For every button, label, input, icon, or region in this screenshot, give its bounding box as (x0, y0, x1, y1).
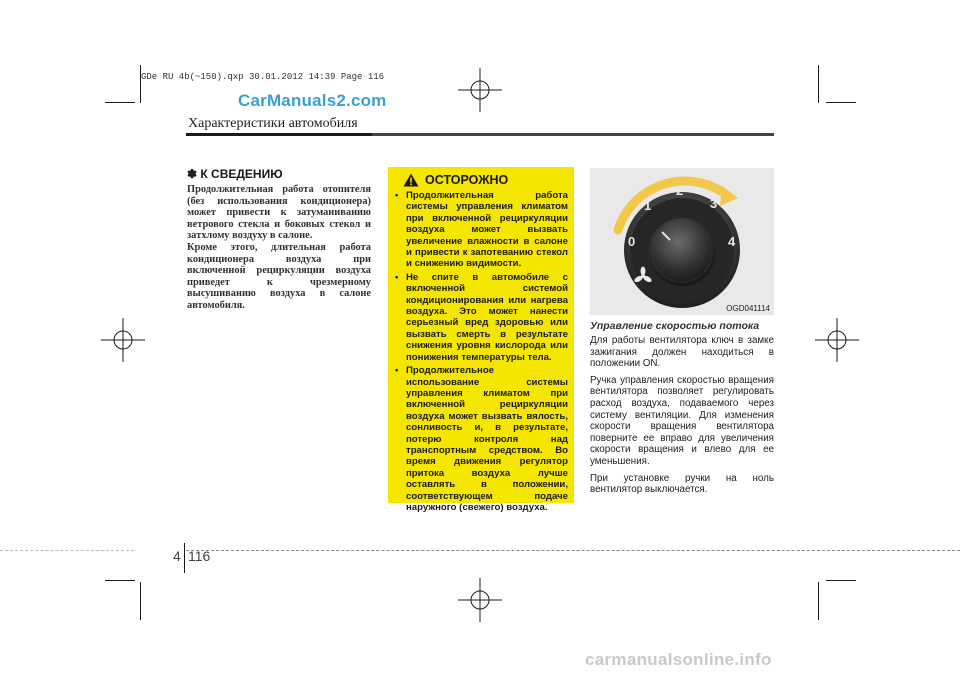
warning-item-text: Не спите в автомобиле с включенной системой кондиционирования или нагрева воздуха. Это может нанести серьезный вред здоровью или вызвать смерть в результате снижения уровня кислорода или понижения температуры тела. (406, 271, 568, 363)
footer-separator (184, 543, 185, 573)
registration-mark-bottom (458, 578, 502, 622)
figure-code: OGD041114 (726, 304, 770, 313)
section-title: Характеристики автомобиля (188, 116, 358, 131)
info-paragraph: Кроме этого, длительная работа кондиционера воздуха при включенной рециркуляции воздуха приведет к чрезмерному высушиванию воздуха в салоне автомобиля. (187, 241, 371, 311)
watermark-bottom[interactable]: carmanualsonline.info (585, 650, 772, 669)
crop-mark (826, 102, 856, 103)
info-note (187, 167, 371, 312)
knob-label-4: 4 (728, 234, 736, 249)
warning-item-text: Продолжительная работа системы управления климатом при включенной рециркуляции воздуха может вызвать увеличение влажности в салоне и привести к запотеванию стекол и снижению видимости. (406, 190, 568, 270)
info-body (187, 184, 371, 312)
fan-paragraph: Ручка управления скоростью вращения вентилятора позволяет регулировать расход воздуха, подаваемого через систему вентиляции. Для изменения скорости вращения вентилятора поверните ее вправо для увеличения скорости вращения и влево для ее уменьшения. (590, 374, 774, 467)
crop-mark (140, 582, 141, 620)
fan-knob-photo (590, 168, 774, 315)
fan-caption: Управление скоростью потока (590, 320, 760, 332)
knob-label-0: 0 (628, 234, 636, 249)
bullet: • (395, 271, 399, 283)
fan-paragraph: Для работы вентилятора ключ в замке зажигания должен находиться в положении ON. (590, 335, 774, 370)
knob-label-3: 3 (710, 196, 718, 211)
knob-label-2: 2 (676, 183, 684, 198)
bullet: • (395, 365, 399, 377)
registration-mark-right (815, 318, 859, 362)
bullet: • (395, 190, 399, 201)
fan-speed-section (590, 320, 774, 501)
warning-item (395, 272, 568, 363)
crop-mark (826, 580, 856, 581)
crop-mark (105, 102, 135, 103)
warning-title: ОСТОРОЖНО (425, 173, 509, 187)
footer-dash-left (0, 550, 134, 551)
warning-header (403, 173, 568, 187)
crop-mark (818, 65, 819, 103)
footer-dash (186, 550, 960, 551)
fan-body (590, 335, 774, 496)
warning-triangle-icon (403, 173, 419, 187)
fan-knob-illustration (590, 168, 774, 315)
watermark-top[interactable]: CarManuals2.com (238, 91, 387, 110)
warning-item-text: Продолжительное использование системы управления климатом при включенной рециркуляции воздуха может вызвать вялость, сонливость и, в результате, потерю контроля над транспортным средством. Во время движения регулятор притока воздуха лучше оставлять в положении, соответствующем подаче наружного (свежего) воздуха. (406, 365, 568, 513)
info-paragraph: Продолжительная работа отопителя (без использования кондиционера) может привести к затуманиванию ветрового стекла и боковых стекол и затхлому воздуху в салоне. (187, 184, 371, 242)
info-heading: ✽ К СВЕДЕНИЮ (187, 167, 283, 181)
crop-mark (818, 582, 819, 620)
warning-item (395, 190, 568, 270)
header-rule-accent (186, 133, 372, 136)
warning-list (395, 190, 568, 513)
fan-paragraph: При установке ручки на ноль вентилятор выключается. (590, 472, 774, 496)
knob-label-1: 1 (644, 198, 652, 213)
warning-item (395, 365, 568, 513)
print-slug: GDe RU 4b(~150).qxp 30.01.2012 14:39 Page 116 (141, 72, 385, 82)
warning-box (388, 167, 574, 513)
registration-mark-left (101, 318, 145, 362)
registration-mark-top (458, 68, 502, 112)
crop-mark (140, 65, 141, 103)
crop-mark (105, 580, 135, 581)
chapter-number: 4 (173, 548, 181, 564)
page-number: 116 (188, 548, 211, 564)
